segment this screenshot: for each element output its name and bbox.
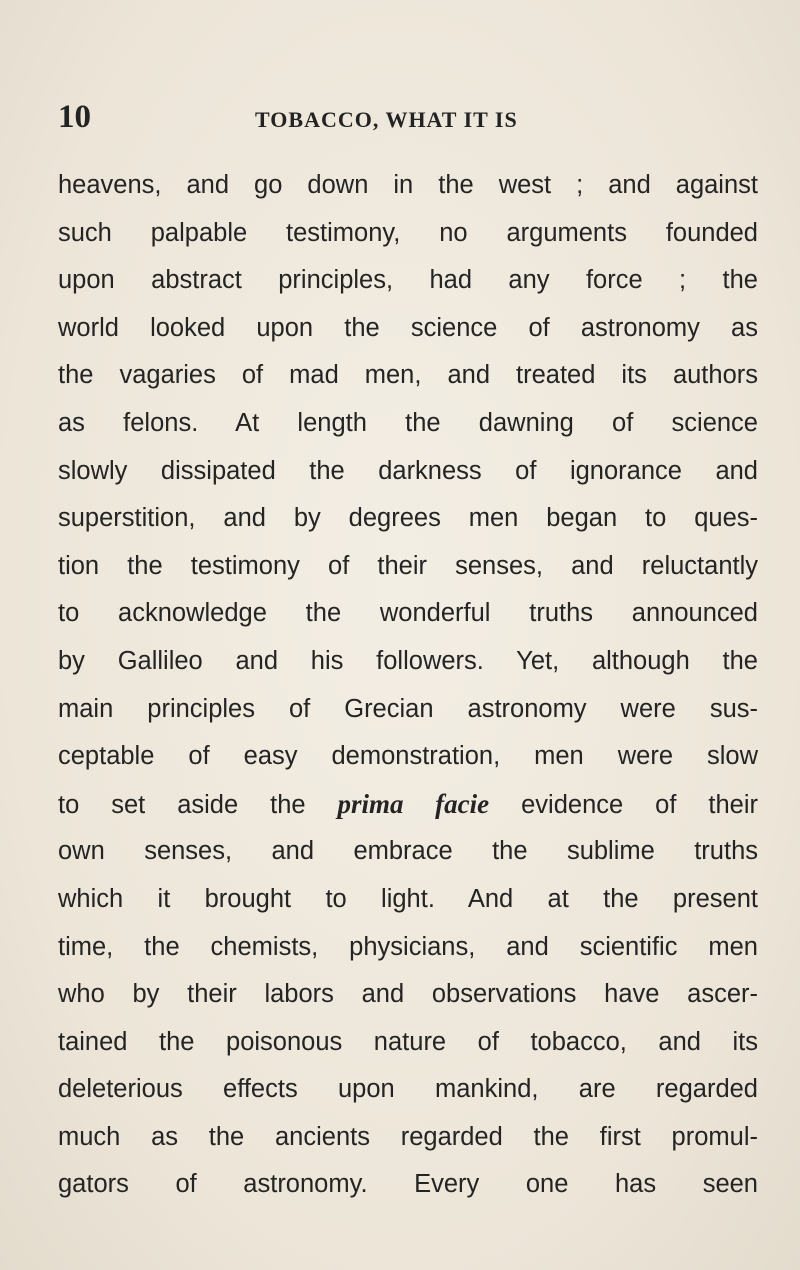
- page-header: [0, 97, 800, 137]
- text-line: tained the poisonous nature of tobacco, and its: [58, 1027, 758, 1056]
- text-line: by Gallileo and his followers. Yet, although the: [58, 646, 758, 675]
- text-line: deleterious effects upon mankind, are regarded: [58, 1075, 758, 1104]
- text-line: the vagaries of mad men, and treated its authors: [58, 361, 758, 390]
- text-line: to acknowledge the wonderful truths announced: [58, 599, 758, 628]
- text-line: tion the testimony of their senses, and reluctantly: [58, 551, 758, 580]
- text-line: which it brought to light. And at the present: [58, 884, 758, 913]
- running-title: TOBACCO, WHAT IT IS: [255, 107, 518, 132]
- body-text: [58, 162, 758, 1209]
- text-line: as felons. At length the dawning of science: [58, 408, 758, 437]
- text-line: time, the chemists, physicians, and scientific men: [58, 932, 758, 961]
- text-segment: evidence of their: [521, 790, 758, 819]
- italic-phrase: prima facie: [337, 788, 490, 819]
- text-line: much as the ancients regarded the first promul-: [58, 1122, 758, 1151]
- text-line: own senses, and embrace the sublime truths: [58, 837, 758, 866]
- text-line: such palpable testimony, no arguments founded: [58, 218, 758, 247]
- text-line: world looked upon the science of astronomy as: [58, 313, 758, 342]
- text-line: ceptable of easy demonstration, men were slow: [58, 742, 758, 771]
- text-line: main principles of Grecian astronomy were sus-: [58, 694, 758, 723]
- text-segment: to set aside the: [58, 790, 306, 819]
- text-line-with-italic: [58, 781, 758, 829]
- text-line: who by their labors and observations have ascer-: [58, 980, 758, 1009]
- text-line: slowly dissipated the darkness of ignorance and: [58, 456, 758, 485]
- text-line: upon abstract principles, had any force ; the: [58, 266, 758, 295]
- text-line: gators of astronomy. Every one has seen: [58, 1170, 758, 1199]
- text-line: superstition, and by degrees men began to ques-: [58, 504, 758, 533]
- page-number: 10: [58, 99, 91, 135]
- text-line: heavens, and go down in the west ; and against: [58, 171, 758, 199]
